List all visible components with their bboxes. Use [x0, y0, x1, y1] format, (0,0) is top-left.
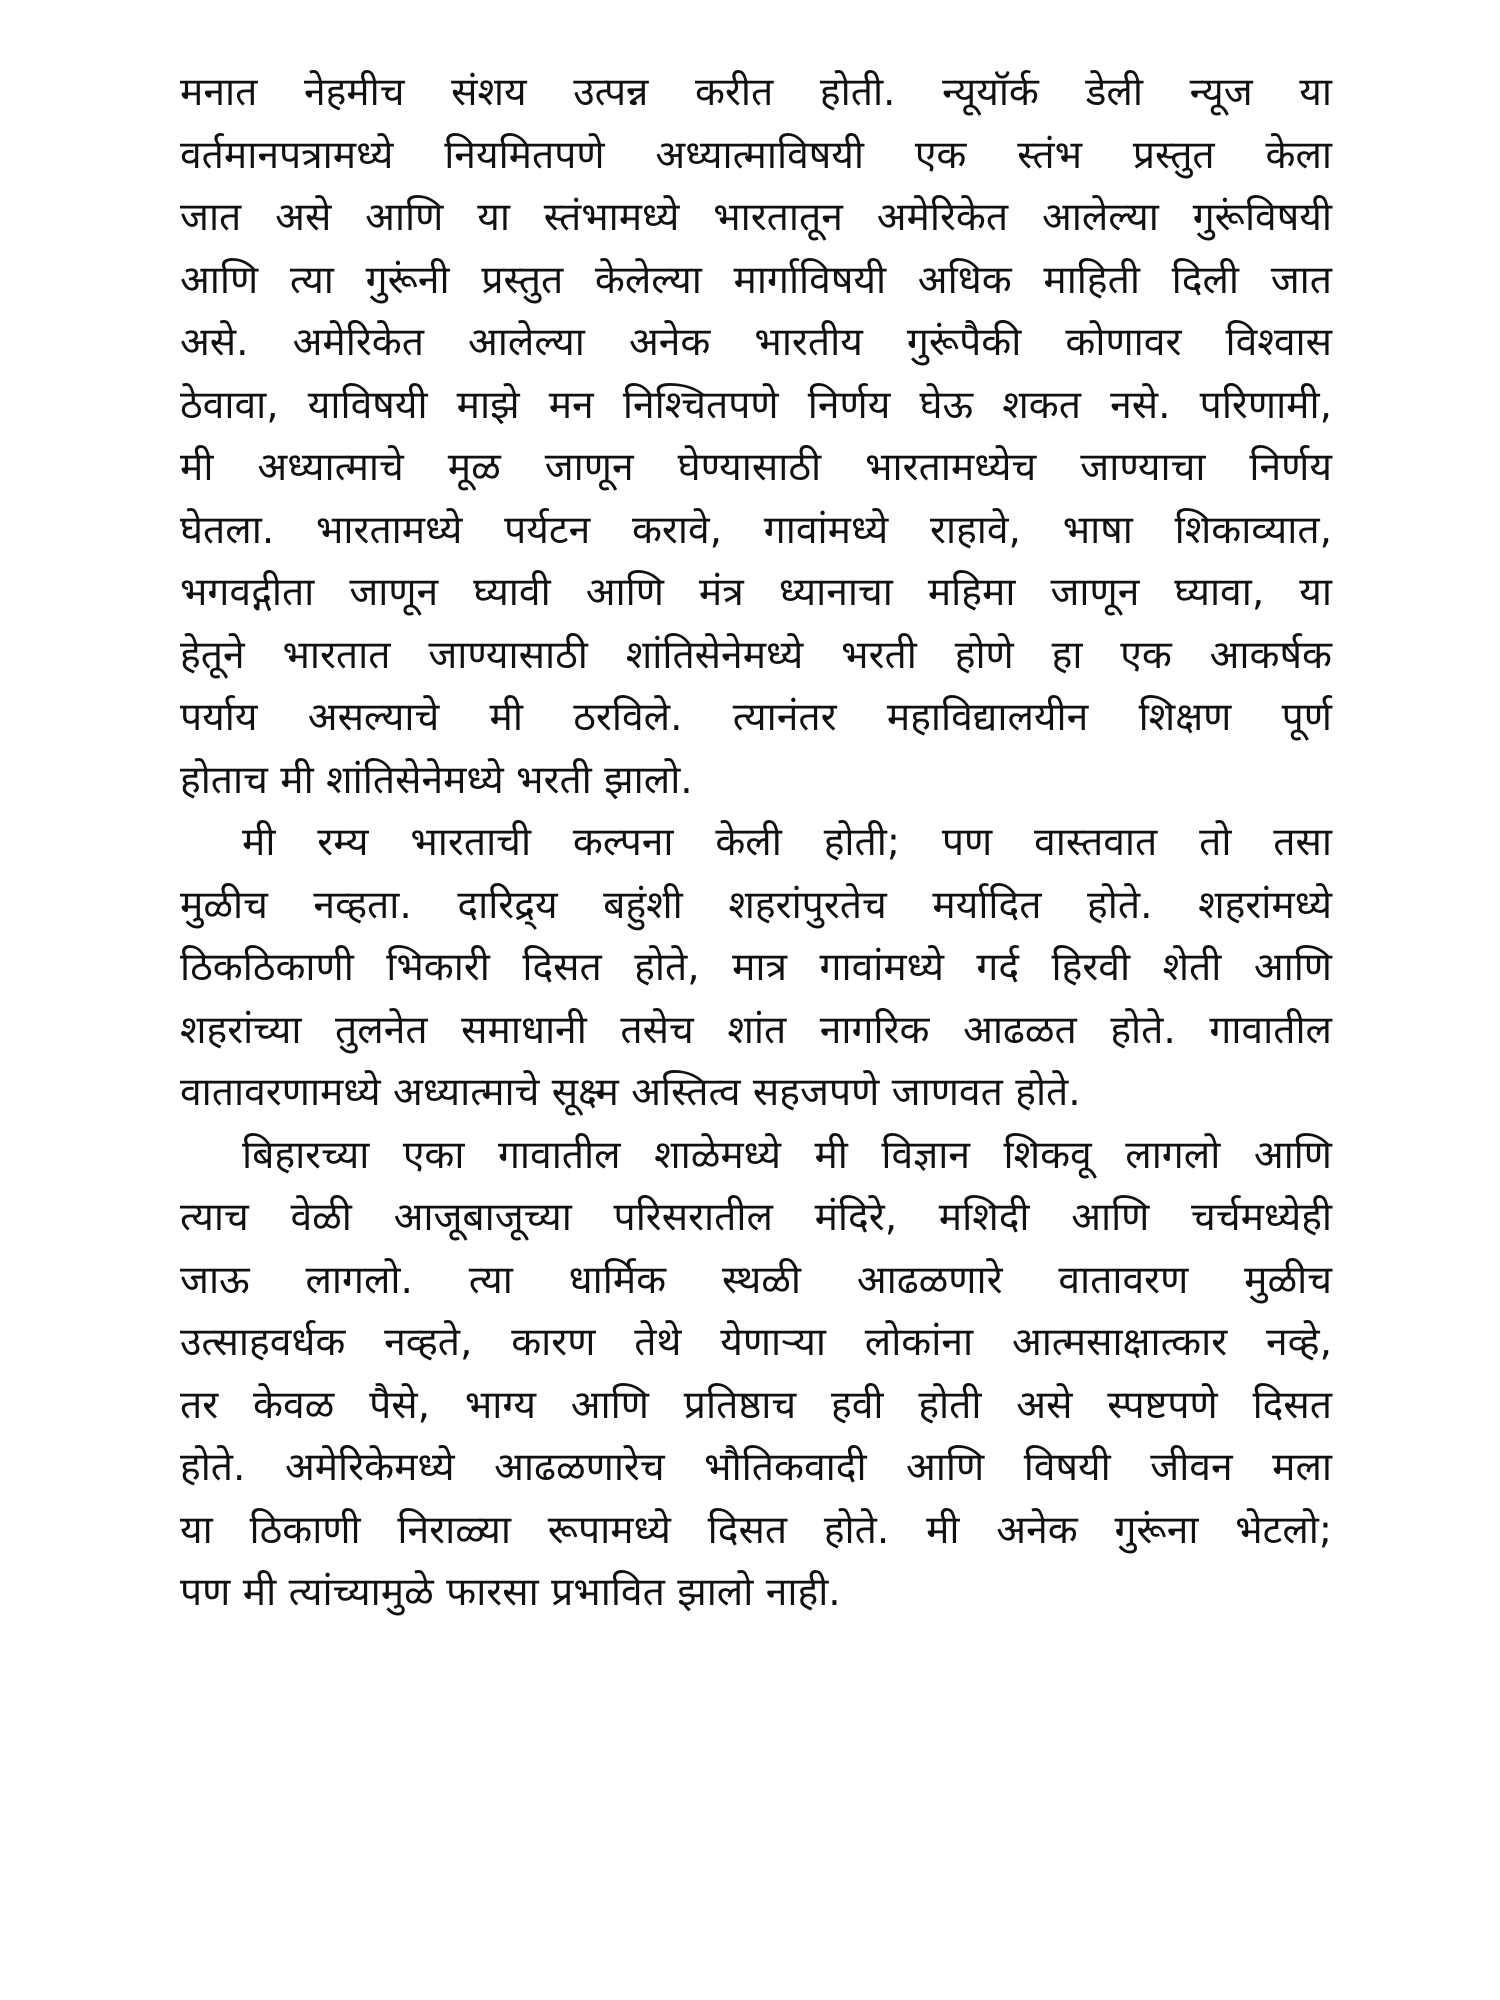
- text-line: पर्याय असल्याचे मी ठरविले. त्यानंतर महाविद्यालयीन शिक्षण पूर्ण: [180, 695, 1332, 740]
- text-line: ठेवावा, याविषयी माझे मन निश्चितपणे निर्णय घेऊ शकत नसे. परिणामी,: [180, 382, 1332, 428]
- text-line: भगवद्गीता जाणून घ्यावी आणि मंत्र ध्यानाचा महिमा जाणून घ्यावा, या: [180, 570, 1332, 615]
- text-line: ठिकठिकाणी भिकारी दिसत होते, मात्र गावांमध्ये गर्द हिरवी शेती आणि: [180, 945, 1332, 990]
- text-line: हेतूने भारतात जाण्यासाठी शांतिसेनेमध्ये भरती होणे हा एक आकर्षक: [180, 632, 1332, 678]
- text-line: जाऊ लागलो. त्या धार्मिक स्थळी आढळणारे वातावरण मुळीच: [180, 1257, 1332, 1303]
- text-line: मी रम्य भारताची कल्पना केली होती; पण वास्तवात तो तसा: [242, 820, 1332, 865]
- text-line: घेतला. भारतामध्ये पर्यटन करावे, गावांमध्ये राहावे, भाषा शिकाव्यात,: [180, 507, 1332, 553]
- text-line: उत्साहवर्धक नव्हते, कारण तेथे येणाऱ्या लोकांना आत्मसाक्षात्कार नव्हे,: [180, 1320, 1332, 1365]
- text-line: शहरांच्या तुलनेत समाधानी तसेच शांत नागरिक आढळत होते. गावातील: [180, 1007, 1332, 1053]
- text-line: होते. अमेरिकेमध्ये आढळणारेच भौतिकवादी आणि विषयी जीवन मला: [180, 1445, 1332, 1490]
- paragraph-1: [180, 62, 1332, 812]
- text-line: वातावरणामध्ये अध्यात्माचे सूक्ष्म अस्तित्व सहजपणे जाणवत होते.: [180, 1070, 1081, 1115]
- text-line: बिहारच्या एका गावातील शाळेमध्ये मी विज्ञान शिकवू लागलो आणि: [242, 1132, 1332, 1178]
- text-line: त्याच वेळी आजूबाजूच्या परिसरातील मंदिरे, मशिदी आणि चर्चमध्येही: [180, 1195, 1332, 1240]
- paragraph-3: [180, 1125, 1332, 1625]
- text-line: मनात नेहमीच संशय उत्पन्न करीत होती. न्यूयॉर्क डेली न्यूज या: [180, 70, 1332, 115]
- text-line: आणि त्या गुरूंनी प्रस्तुत केलेल्या मार्गाविषयी अधिक माहिती दिली जात: [180, 257, 1332, 303]
- paragraph-2: [180, 812, 1332, 1125]
- text-line: मी अध्यात्माचे मूळ जाणून घेण्यासाठी भारतामध्येच जाण्याचा निर्णय: [180, 445, 1332, 490]
- text-line: असे. अमेरिकेत आलेल्या अनेक भारतीय गुरूंपैकी कोणावर विश्वास: [180, 320, 1332, 365]
- text-line: पण मी त्यांच्यामुळे फारसा प्रभावित झालो नाही.: [180, 1570, 841, 1615]
- text-line: तर केवळ पैसे, भाग्य आणि प्रतिष्ठाच हवी होती असे स्पष्टपणे दिसत: [180, 1382, 1332, 1428]
- text-line: या ठिकाणी निराळ्या रूपामध्ये दिसत होते. मी अनेक गुरूंना भेटलो;: [180, 1507, 1332, 1553]
- text-line: मुळीच नव्हता. दारिद्र्य बहुंशी शहरांपुरतेच मर्यादित होते. शहरांमध्ये: [180, 882, 1332, 928]
- text-line: होताच मी शांतिसेनेमध्ये भरती झालो.: [180, 757, 693, 803]
- body-text: [180, 62, 1332, 1625]
- text-line: जात असे आणि या स्तंभामध्ये भारतातून अमेरिकेत आलेल्या गुरूंविषयी: [180, 195, 1332, 240]
- text-line: वर्तमानपत्रामध्ये नियमितपणे अध्यात्माविषयी एक स्तंभ प्रस्तुत केला: [180, 132, 1332, 178]
